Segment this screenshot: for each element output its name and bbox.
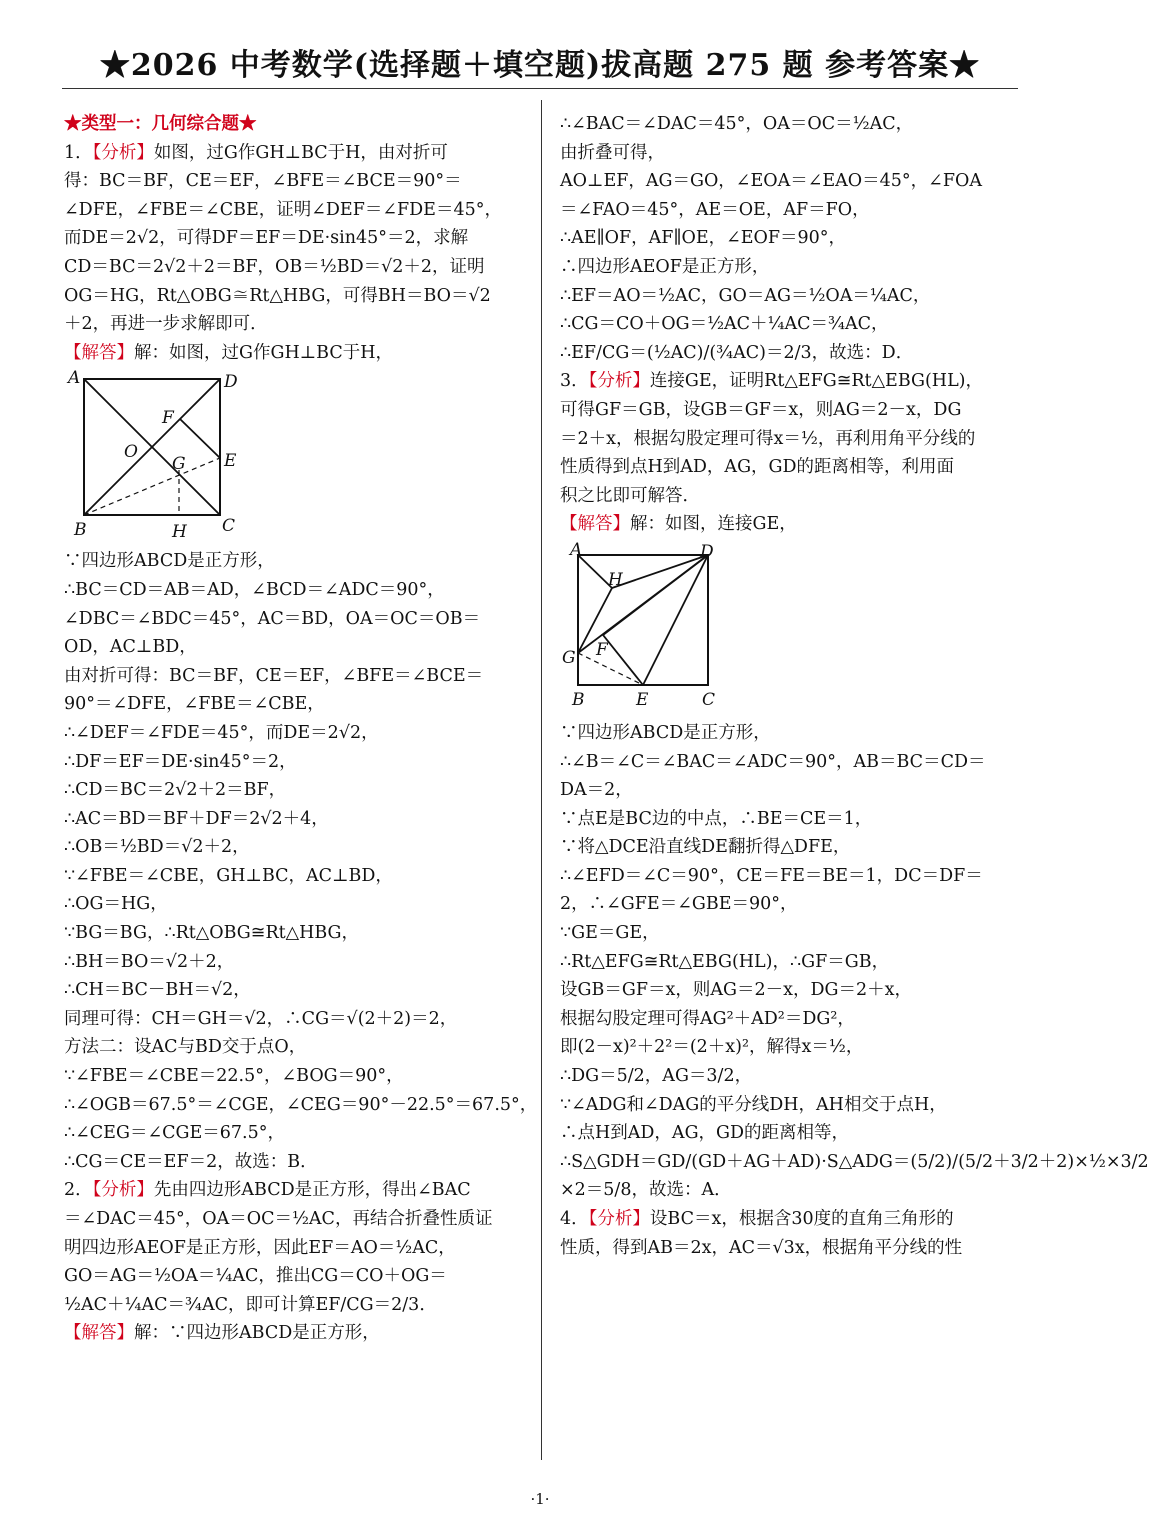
text-line: OD，AC⊥BD， [64,637,197,658]
label-b: B [74,520,87,541]
text-line: ＝∠FAO＝45°，AE＝OE，AF＝FO， [560,199,870,220]
label-b: B [572,689,585,710]
segment-fe [603,635,643,685]
text-line: ∴DG＝5/2，AG＝3/2， [560,1066,753,1087]
text-line: ∠DFE，∠FBE＝∠CBE，证明∠DEF＝∠FDE＝45°， [64,199,502,220]
dashed-be [84,458,220,515]
q2-solution [560,110,1020,367]
text-line: 积之比即可解答． [560,485,700,506]
label-o: O [124,442,138,463]
text-line: ∴∠EFD＝∠C＝90°，CE＝FE＝BE＝1，DC＝DF＝ [560,865,983,886]
text-line: ∴CG＝CO＋OG＝½AC＋¼AC＝¾AC， [560,314,889,335]
text-line: ∵四边形ABCD是正方形， [560,722,771,743]
text-line: 根据勾股定理可得AG²＋AD²＝DG²， [560,1008,855,1029]
text-line: ∴OG＝HG， [64,894,168,915]
text-line: ∴BC＝CD＝AB＝AD，∠BCD＝∠ADC＝90°， [64,579,445,600]
q1-answer-head: 【解答】解：如图，过G作GH⊥BC于H， [64,342,394,363]
text-line: 而DE＝2√2，可得DF＝EF＝DE·sin45°＝2，求解 [64,228,469,249]
text-line: ×2＝5/8，故选：A． [560,1180,732,1201]
text-line: ∵∠FBE＝∠CBE，GH⊥BC，AC⊥BD， [64,865,393,886]
text-line: ½AC＋¼AC＝¾AC，即可计算EF/CG＝2/3． [64,1294,437,1315]
text-line: AO⊥EF，AG＝GO，∠EOA＝∠EAO＝45°，∠FOA [560,171,982,192]
section-title: ★类型一：几何综合题★ [64,114,257,134]
text-line: 同理可得：CH＝GH＝√2，∴CG＝√(2＋2)＝2， [64,1008,458,1029]
text-line: DA＝2， [560,780,633,801]
label-e: E [224,451,237,472]
label-a: A [570,539,583,560]
text-line: 即(2－x)²＋2²＝(2＋x)²，解得x＝½， [560,1037,864,1058]
text-line: ∴∠B＝∠C＝∠BAC＝∠ADC＝90°，AB＝BC＝CD＝ [560,751,986,772]
text-line: ∵四边形ABCD是正方形， [64,551,275,572]
text-line: ＝∠DAC＝45°，OA＝OC＝½AC，再结合折叠性质证 [64,1209,493,1229]
label-c: C [222,516,236,537]
label-g: G [562,647,576,668]
column-divider [541,100,542,1460]
q2-answer-head: 【解答】解：∵四边形ABCD是正方形， [64,1323,380,1344]
text-line: 方法二：设AC与BD交于点O， [64,1037,307,1058]
text-line: ∴S△GDH＝GD/(GD＋AG＋AD)·S△ADG＝(5/2)/(5/2＋3/2＋2)×½×3/2 [560,1151,1149,1172]
q4-analysis [560,1205,1020,1262]
text-line: ∴∠CEG＝∠CGE＝67.5°， [64,1123,285,1144]
q2-analysis [64,1176,524,1319]
label-f: F [596,639,608,660]
text-line: 可得GF＝GB，设GB＝GF＝x，则AG＝2－x，DG [560,399,962,420]
segment-df [603,555,708,635]
segment-ah [578,555,612,588]
text-line: 2．【分析】先由四边形ABCD是正方形，得出∠BAC [64,1180,471,1201]
left-column [64,110,538,1348]
label-f: F [162,408,174,429]
text-line: ∵点E是BC边的中点，∴BE＝CE＝1， [560,808,873,829]
text-line: ∴CH＝BC－BH＝√2， [64,980,251,1001]
text-line: ∴EF/CG＝(½AC)/(¾AC)＝2/3，故选：D． [560,342,914,363]
q1-solution [64,547,538,1176]
figure-2-square [560,539,730,713]
text-line: 2，∴∠GFE＝∠GBE＝90°， [560,894,798,915]
text-line: ∵将△DCE沿直线DE翻折得△DFE， [560,837,851,858]
text-line: ∵∠FBE＝∠CBE＝22.5°，∠BOG＝90°， [64,1066,404,1087]
text-line: CD＝BC＝2√2＋2＝BF，OB＝½BD＝√2＋2，证明 [64,256,485,277]
page-title: ★2026 中考数学(选择题＋填空题)拔高题 275 题 参考答案★ [99,48,981,83]
text-line: ∴AC＝BD＝BF＋DF＝2√2＋4， [64,808,329,829]
label-a: A [68,368,81,389]
text-line: ∴CG＝CE＝EF＝2，故选：B． [64,1151,318,1172]
text-line: ∴∠DEF＝∠FDE＝45°，而DE＝2√2， [64,722,379,743]
text-line: ∴∠OGB＝67.5°＝∠CGE，∠CEG＝90°－22.5°＝67.5°， [64,1094,538,1115]
text-line: 由折叠可得， [560,142,665,163]
q3-analysis [560,367,1020,510]
title-rule [62,88,1018,89]
text-line: 1．【分析】如图，过G作GH⊥BC于H，由对折可 [64,142,448,163]
text-line: ∴EF＝AO＝½AC，GO＝AG＝½OA＝¼AC， [560,285,931,306]
text-line: ∴点H到AD，AG，GD的距离相等， [560,1123,850,1144]
text-line: ∴BH＝BO＝√2＋2， [64,951,235,972]
segment-fe [180,419,220,458]
dashed-ge [578,653,643,685]
text-line: OG＝HG，Rt△OBG≅Rt△HBG，可得BH＝BO＝√2 [64,285,491,306]
text-line: ∴四边形AEOF是正方形， [560,256,770,277]
text-line: ∴CD＝BC＝2√2＋2＝BF， [64,780,287,801]
figure-1-square [64,368,264,543]
text-line: 4．【分析】设BC＝x，根据含30度的直角三角形的 [560,1209,954,1229]
q3-answer-head: 【解答】解：如图，连接GE， [560,514,797,535]
text-line: ∵BG＝BG，∴Rt△OBG≅Rt△HBG， [64,923,360,944]
label-d: D [224,372,238,393]
label-h: H [172,522,187,543]
text-line: 3．【分析】连接GE，证明Rt△EFG≅Rt△EBG(HL)， [560,371,984,392]
page-number: ·1· [530,1490,550,1508]
text-line: 设GB＝GF＝x，则AG＝2－x，DG＝2＋x， [560,980,912,1001]
q3-solution [560,719,1149,1205]
text-line: ∴DF＝EF＝DE·sin45°＝2， [64,751,297,772]
text-line: ∴Rt△EFG≅Rt△EBG(HL)，∴GF＝GB， [560,951,890,972]
q1-analysis [64,139,524,339]
text-line: 得：BC＝BF，CE＝EF，∠BFE＝∠BCE＝90°＝ [64,171,462,192]
text-line: ∠DBC＝∠BDC＝45°，AC＝BD，OA＝OC＝OB＝ [64,608,481,629]
label-c: C [702,689,716,710]
text-line: ＋2，再进一步求解即可． [64,314,268,335]
label-h: H [608,569,623,590]
label-d: D [700,541,714,562]
text-line: 性质得到点H到AD，AG，GD的距离相等，利用面 [560,457,955,478]
text-line: ∴∠BAC＝∠DAC＝45°，OA＝OC＝½AC， [560,114,914,134]
text-line: ∵GE＝GE， [560,923,660,944]
text-line: 由对折可得：BC＝BF，CE＝EF，∠BFE＝∠BCE＝ [64,665,484,686]
label-g: G [172,454,186,475]
text-line: 90°＝∠DFE，∠FBE＝∠CBE， [64,694,325,715]
text-line: ＝2＋x，根据勾股定理可得x＝½，再利用角平分线的 [560,428,976,449]
text-line: GO＝AG＝½OA＝¼AC，推出CG＝CO＋OG＝ [64,1266,447,1287]
text-line: 性质，得到AB＝2x，AC＝√3x，根据角平分线的性 [560,1237,963,1258]
label-e: E [636,689,649,710]
text-line: ∴AE∥OF，AF∥OE，∠EOF＝90°， [560,228,847,249]
text-line: ∵∠ADG和∠DAG的平分线DH，AH相交于点H， [560,1094,947,1115]
right-column [560,110,1149,1262]
text-line: 明四边形AEOF是正方形，因此EF＝AO＝½AC， [64,1237,456,1258]
text-line: ∴OB＝½BD＝√2＋2， [64,837,250,858]
